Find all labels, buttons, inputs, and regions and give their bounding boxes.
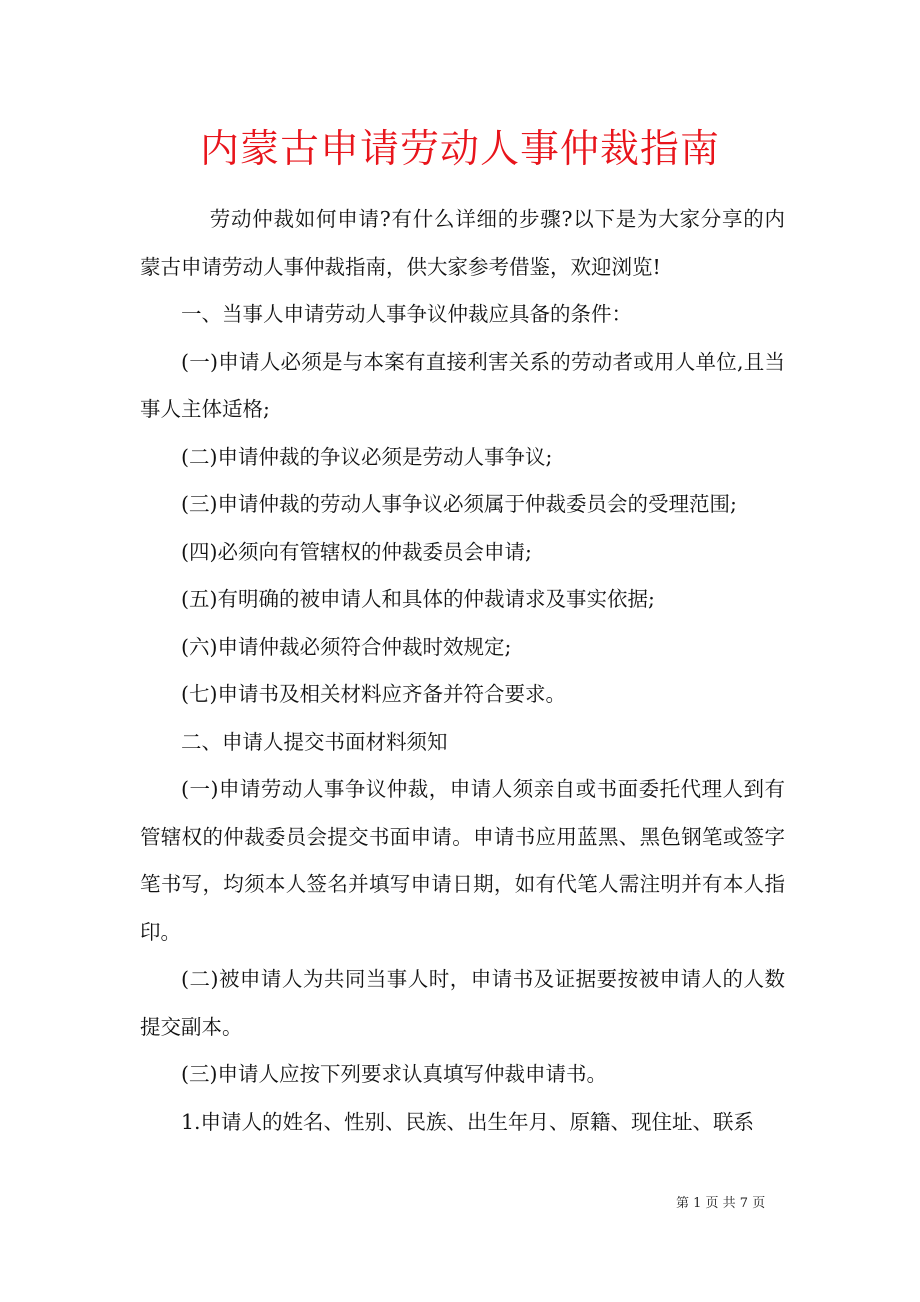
document-body [140,196,785,1146]
condition-item-2: (二)申请仲裁的争议必须是劳动人事争议; [181,444,553,469]
material-item-1: (一)申请劳动人事争议仲裁，申请人须亲自或书面委托代理人到有管辖权的仲裁委员会提交书面申请。申请书应用蓝黑、黑色钢笔或签字笔书写，均须本人签名并填写申请日期，如有代笔人需注明并有本人指印。 [140,777,785,944]
condition-item-7: (七)申请书及相关材料应齐备并符合要求。 [181,682,566,706]
condition-item-6: (六)申请仲裁必须符合仲裁时效规定; [181,634,512,659]
condition-item-4: (四)必须向有管辖权的仲裁委员会申请; [181,539,532,564]
condition-item-1: (一)申请人必须是与本案有直接利害关系的劳动者或用人单位,且当事人主体适格; [140,349,785,421]
section-heading-2: 二、申请人提交书面材料须知 [181,729,448,754]
section-heading-1: 一、当事人申请劳动人事争议仲裁应具备的条件： [181,302,632,326]
document-title: 内蒙古申请劳动人事仲裁指南 [199,127,720,172]
material-item-3: (三)申请人应按下列要求认真填写仲裁申请书。 [181,1062,607,1086]
intro-paragraph: 劳动仲裁如何申请?有什么详细的步骤?以下是为大家分享的内蒙古申请劳动人事仲裁指南，供大家参考借鉴，欢迎浏览! [140,207,785,279]
page-number-footer: 第 1 页 共 7 页 [676,1196,766,1211]
condition-item-3: (三)申请仲裁的劳动人事争议必须属于仲裁委员会的受理范围; [181,492,737,516]
application-field-item-1: 1.申请人的姓名、性别、民族、出生年月、原籍、现住址、联系 [181,1109,755,1134]
condition-item-5: (五)有明确的被申请人和具体的仲裁请求及事实依据; [181,587,655,611]
material-item-2: (二)被申请人为共同当事人时，申请书及证据要按被申请人的人数提交副本。 [140,967,785,1039]
